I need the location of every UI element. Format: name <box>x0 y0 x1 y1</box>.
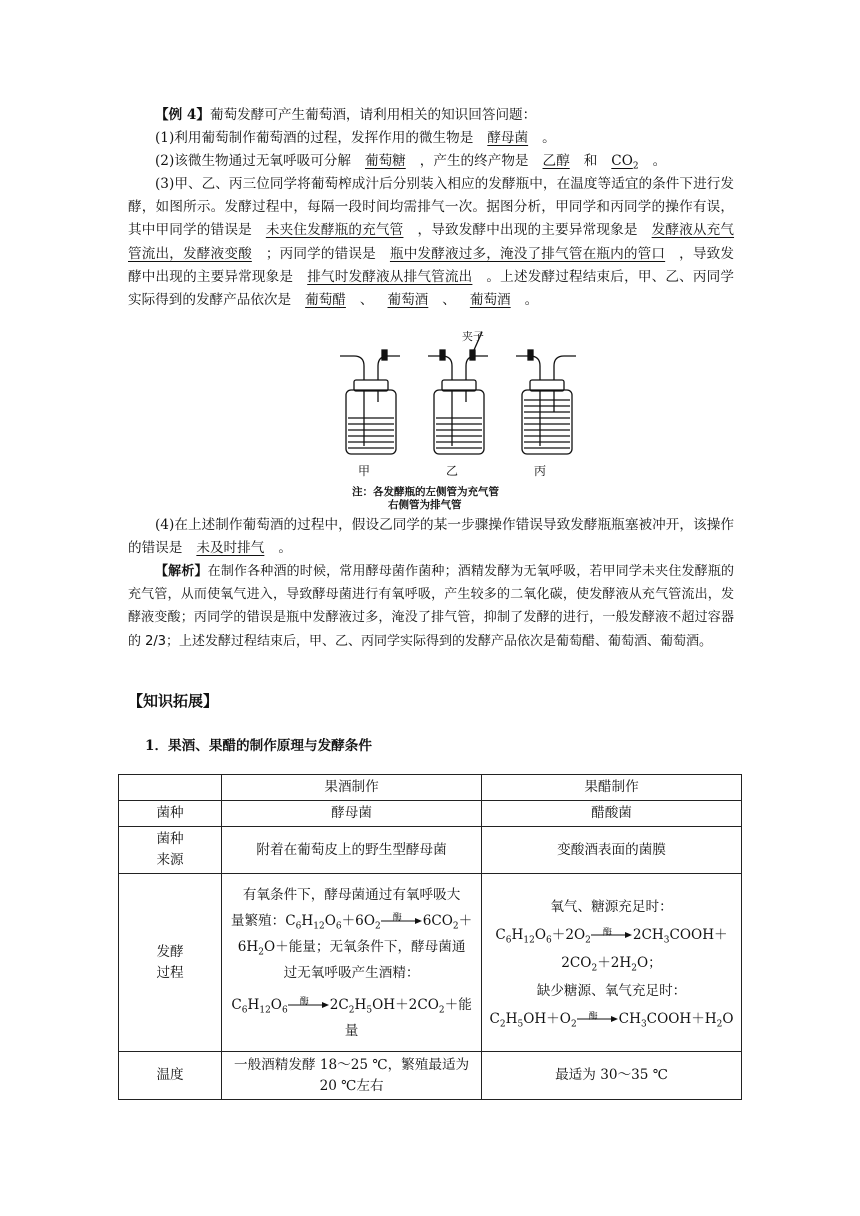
bottles-diagram <box>340 328 580 478</box>
vinegar-strain: 醋酸菌 <box>482 801 742 827</box>
example-intro-text: 葡萄发酵可产生葡萄酒，请利用相关的知识回答问题： <box>209 107 537 123</box>
enzyme-arrow <box>381 914 423 928</box>
figure-note-2: 右侧管为排气管 <box>388 499 462 511</box>
vinegar-process-line-4: 缺少糖源、氧气充足时： <box>536 982 687 999</box>
wine-p3-a: 6H <box>237 938 259 955</box>
q3-answer-2: 发酵液从充气管流出，发酵液变酸 <box>128 222 735 262</box>
row-label-process <box>119 874 222 1052</box>
wine-temperature-2: 20 ℃左右 <box>319 1077 384 1094</box>
wine-process-line-6: 量 <box>344 1022 359 1039</box>
bottle-yi <box>428 332 488 454</box>
fermentation-bottles-figure <box>340 328 580 500</box>
analysis-tag: 【解析】 <box>155 564 208 579</box>
q2-answer-3 <box>597 153 652 172</box>
vin-l3-a: 2CO <box>561 954 592 971</box>
analysis-text: 在制作各种酒的时候，常用酵母菌作菌种；酒精发酵为无氧呼吸，若甲同学未夹住发酵瓶的充气管，从而使氧气进入，导致酵母菌进行有氧呼吸，产生较多的二氧化碳，使发酵液从充气管流出，发酵液变酸；丙同学的错误是瓶中发酵液过多，淹没了排气管，抑制了发酵的进行，一般发酵液不超过容器的 2/3；上述发酵过程结束后，甲、乙、丙同学实际得到的发酵产品依次是葡萄醋、葡萄酒、葡萄酒。 <box>128 564 734 649</box>
bottle-label-yi: 乙 <box>446 464 459 478</box>
wine-eq1-prefix: 量繁殖：C <box>230 912 296 929</box>
wine-process-line-1: 有氧条件下，酵母菌通过有氧呼吸大 <box>242 886 461 903</box>
q3-answer-7: 葡萄酒 <box>469 292 511 309</box>
vinegar-process-line-1: 氧气、糖源充足时： <box>550 898 673 915</box>
question-2 <box>128 150 734 173</box>
wine-process <box>222 874 482 1052</box>
table-header-row <box>119 775 742 801</box>
row-label-source <box>119 827 222 874</box>
question-4 <box>128 514 734 560</box>
q3-answer-1: 未夹住发酵瓶的充气管 <box>265 222 404 239</box>
enzyme-arrow <box>577 1012 619 1026</box>
table-row-temperature <box>119 1052 742 1100</box>
wine-temperature-1: 一般酒精发酵 18～25 ℃，繁殖最适为 <box>233 1056 470 1073</box>
vinegar-process-line-5: $C_2H_5OH+O_2$ 酶 $CH_3COOH+H_2O$ <box>488 1005 735 1033</box>
q2-and: 和 <box>583 153 598 169</box>
enzyme-label: 酶 <box>588 1012 598 1022</box>
question-3 <box>128 173 734 312</box>
q3-answer-5: 葡萄醋 <box>305 292 346 309</box>
wine-process-line-3: $6H_2O+$能量；无氧条件下，酵母菌通 <box>237 938 466 958</box>
question-1 <box>128 127 734 150</box>
section-heading: 【知识拓展】 <box>128 692 219 710</box>
q4-answer: 未及时排气 <box>196 540 265 557</box>
q4-end: 。 <box>278 540 292 557</box>
wine-temperature <box>222 1052 482 1100</box>
q2-answer-1: 葡萄糖 <box>364 153 406 169</box>
header-wine: 果酒制作 <box>222 775 482 801</box>
enzyme-arrow <box>591 928 633 942</box>
enzyme-label: 酶 <box>299 997 309 1007</box>
analysis <box>128 560 734 653</box>
q3-sep-1: 、 <box>359 292 374 309</box>
q3-end: 。 <box>524 292 539 309</box>
vinegar-process-line-2: $C_6H_{12}O_6+2O_2$ 酶 $2CH_3COOH+$ <box>488 921 735 949</box>
row-label-strain: 菌种 <box>119 801 222 827</box>
q3-text-5: 。上述发酵过程结束后，甲、乙、丙同学实际得到的发酵产品依次是 <box>128 268 735 309</box>
wine-process-line-4: 过无氧呼吸产生酒精： <box>283 964 420 981</box>
enzyme-label: 酶 <box>602 928 612 938</box>
wine-p3-b: O＋能量；无氧条件下，酵母菌通 <box>263 938 466 955</box>
enzyme-label: 酶 <box>392 913 402 923</box>
bottle-label-jia: 甲 <box>358 464 371 478</box>
row-label-process-1: 发酵 <box>156 943 184 960</box>
q2-mid: ，产生的终产物是 <box>419 153 529 169</box>
bottle-bing <box>516 350 576 454</box>
wine-process-line-2: 量繁殖：$C_6H_{12}O_6+6O_2$ 酶 $6CO_2+$ <box>228 908 475 934</box>
section-subheading: 1．果酒、果醋的制作原理与发酵条件 <box>145 738 372 754</box>
table-row-strain <box>119 801 742 827</box>
q2-answer-2: 乙醇 <box>542 153 570 169</box>
wine-eq1-rhs: 6CO <box>422 912 453 929</box>
vinegar-process-line-3: $2CO_2+2H_2O$； <box>561 954 662 974</box>
q2-answer-3-sub: 2 <box>632 161 639 172</box>
q3-sep-2: 、 <box>442 292 456 309</box>
figure-note-1: 注：各发酵瓶的左侧管为充气管 <box>352 486 499 498</box>
q3-answer-6: 葡萄酒 <box>387 292 429 309</box>
bottle-jia <box>340 350 400 454</box>
q3-text-1: (3)甲、乙、丙三位同学将葡萄榨成汁后分别装入相应的发酵瓶中，在温度等适宜的条件下进行发酵，如图所示。发酵过程中，每隔一段时间均需排气一次。据图分析，甲同学和丙同学的操作有误，其中甲同学的错误是 <box>128 176 734 239</box>
q1-end: 。 <box>542 130 556 146</box>
q1-answer: 酵母菌 <box>487 130 529 146</box>
vinegar-process <box>482 874 742 1052</box>
vinegar-temperature: 最适为 30～35 ℃ <box>482 1052 742 1100</box>
example-intro <box>128 104 734 127</box>
row-label-temperature: 温度 <box>119 1052 222 1100</box>
row-label-process-2: 过程 <box>156 964 184 981</box>
q2-text: (2)该微生物通过无氧呼吸可分解 <box>155 153 351 169</box>
vinegar-source: 变酸酒表面的菌膜 <box>482 827 742 874</box>
wine-source: 附着在葡萄皮上的野生型酵母菌 <box>222 827 482 874</box>
table-row-process <box>119 874 742 1052</box>
q1-text: (1)利用葡萄制作葡萄酒的过程，发挥作用的微生物是 <box>155 130 474 146</box>
q3-text-4: ，导致发酵中出现的主要异常现象是 <box>128 245 735 285</box>
q4-text: (4)在上述制作葡萄酒的过程中，假设乙同学的某一步骤操作错误导致发酵瓶瓶塞被冲开，该操作的错误是 <box>128 517 734 557</box>
example-tag: 【例 4】 <box>155 107 210 123</box>
header-vinegar: 果醋制作 <box>482 775 742 801</box>
q2-answer-3-main: CO <box>611 153 633 169</box>
clip-label: 夹子 <box>462 330 484 343</box>
q2-end: 。 <box>652 153 667 169</box>
row-label-source-1: 菌种 <box>156 831 184 847</box>
wine-process-line-5: $C_6H_{12}O_6$ 酶 $2C_2H_5OH+2CO_2+$能 <box>228 992 475 1018</box>
row-label-source-2: 来源 <box>156 852 184 868</box>
table-row-source <box>119 827 742 874</box>
q3-answer-4: 排气时发酵液从排气管流出 <box>307 268 473 285</box>
table-corner <box>119 775 222 801</box>
bottle-label-bing: 丙 <box>534 464 547 478</box>
q3-text-2: ，导致发酵中出现的主要异常现象是 <box>417 222 638 239</box>
q3-text-3: ；丙同学的错误是 <box>265 245 376 262</box>
wine-strain: 酵母菌 <box>222 801 482 827</box>
enzyme-arrow <box>288 998 330 1012</box>
knowledge-table <box>118 774 742 1100</box>
q3-answer-3: 瓶中发酵液过多，淹没了排气管在瓶内的管口 <box>389 245 666 262</box>
